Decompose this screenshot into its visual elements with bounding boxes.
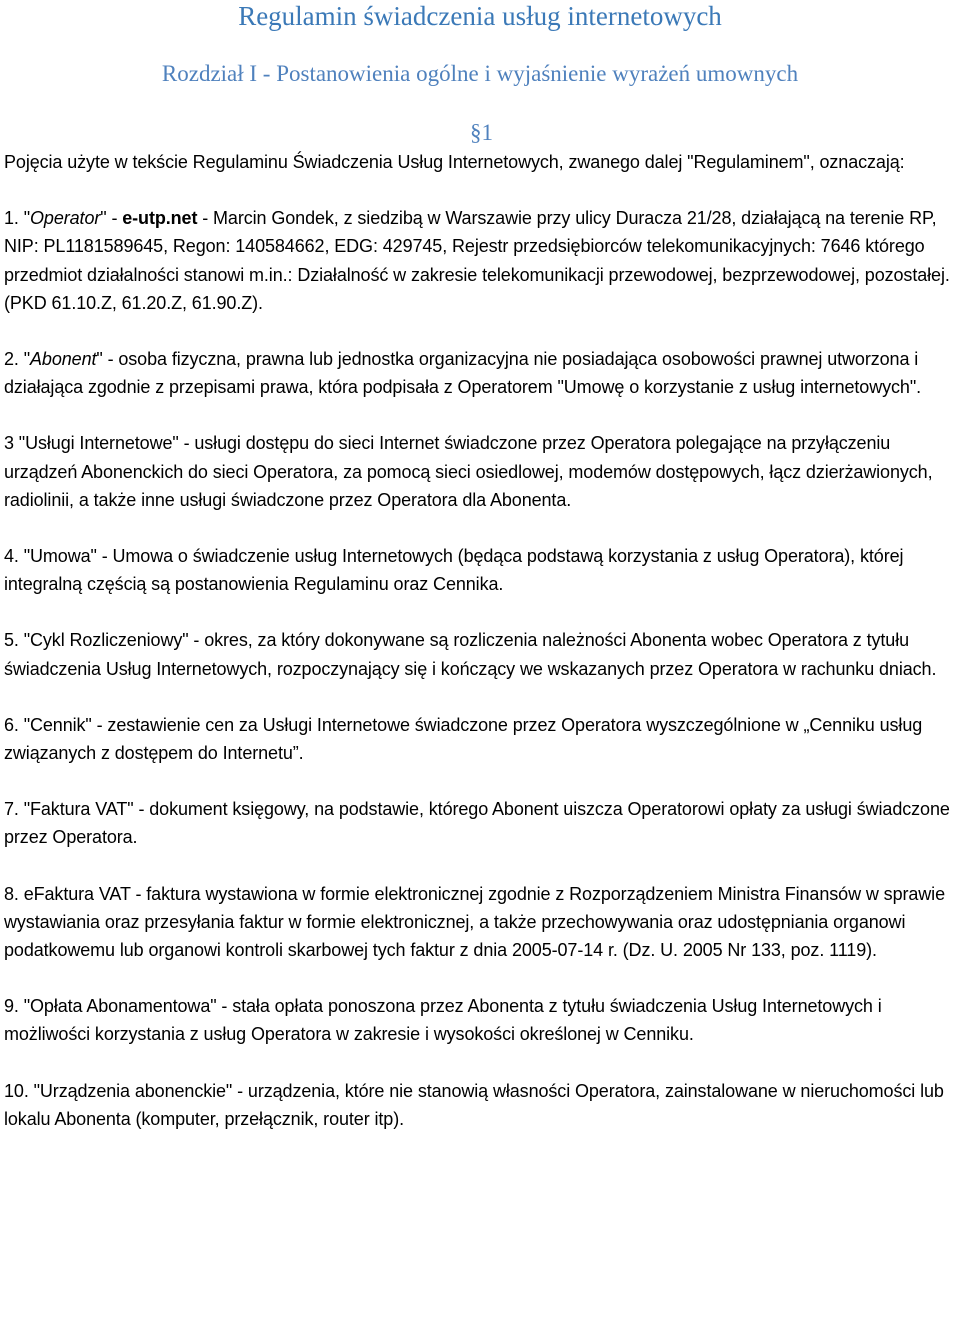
- term-operator: Operator: [30, 208, 101, 229]
- term-abonent: Abonent: [30, 349, 97, 370]
- definition-item-3: 3 "Usługi Internetowe" - usługi dostępu do sieci Internet świadczone przez Operatora polegające na przyłączeniu urządzeń Abonenckich do sieci Operatora, za pomocą sieci osiedlowej, modemów dostępowych, łącz dzierżawionych, radiolinii, a także inne usługi świadczone przez Operatora dla Abonenta.: [4, 433, 933, 510]
- section-mark: §1: [470, 120, 493, 145]
- definition-item-1: 1. "Operator" - e-utp.net - Marcin Gondek, z siedzibą w Warszawie przy ulicy Duracza 21/28, działającą na terenie RP, NIP: PL1181589645, Regon: 140584662, EDG: 429745, Rejestr przedsiębiorców telekomunikacyjnych: 7646 którego przedmiot działalności stanowi m.in.: Działalność w zakresie telekomunikacji przewodowej, bezprzewodowej, pozostałej. (PKD 61.10.Z, 61.20.Z, 61.90.Z).: [4, 208, 950, 313]
- definition-item-6: 6. "Cennik" - zestawienie cen za Usługi Internetowe świadczone przez Operatora wyszczególnione w „Cenniku usług związanych z dostępem do Internetu”.: [4, 714, 923, 764]
- intro-paragraph: Pojęcia użyte w tekście Regulaminu Świadczenia Usług Internetowych, zwanego dalej "Regulaminem", oznaczają:: [4, 152, 905, 172]
- definition-item-8: 8. eFaktura VAT - faktura wystawiona w formie elektronicznej zgodnie z Rozporządzeniem Ministra Finansów w sprawie wystawiania oraz przesyłania faktur w formie elektronicznej, a także przechowywania oraz udostępniania organowi podatkowemu lub organowi kontroli skarbowej tych faktur z dnia 2005-07-14 r. (Dz. U. 2005 Nr 133, poz. 1119).: [4, 883, 945, 961]
- chapter-title: Rozdział I - Postanowienia ogólne i wyjaśnienie wyrażeń umownych: [161, 61, 799, 86]
- operator-brand: e-utp.net: [122, 208, 198, 229]
- definition-item-2: 2. "Abonent" - osoba fizyczna, prawna lub jednostka organizacyjna nie posiadająca osobowości prawnej utworzona i działająca zgodnie z przepisami prawa, która podpisała z Operatorem "Umowę o korzystanie z usług internetowych".: [4, 349, 922, 398]
- definition-item-7: 7. "Faktura VAT" - dokument księgowy, na podstawie, którego Abonent uiszcza Operatorowi opłaty za usługi świadczone przez Operatora.: [4, 799, 950, 848]
- document-body: [4, 148, 956, 1161]
- document-title: Regulamin świadczenia usług internetowych: [238, 1, 722, 31]
- definition-item-10: 10. "Urządzenia abonenckie" - urządzenia, które nie stanowią własności Operatora, zainstalowane w nieruchomości lub lokalu Abonenta (komputer, przełącznik, router itp).: [4, 1080, 944, 1129]
- definition-item-5: 5. "Cykl Rozliczeniowy" - okres, za który dokonywane są rozliczenia należności Abonenta wobec Operatora z tytułu świadczenia Usług Internetowych, rozpoczynający się i kończący we wskazanych przez Operatora w rachunku dniach.: [4, 630, 937, 679]
- definition-item-4: 4. "Umowa" - Umowa o świadczenie usług Internetowych (będąca podstawą korzystania z usług Operatora), której integralną częścią są postanowienia Regulaminu oraz Cennika.: [4, 546, 904, 595]
- definition-item-9: 9. "Opłata Abonamentowa" - stała opłata ponoszona przez Abonenta z tytułu świadczenia Usług Internetowych i możliwości korzystania z usług Operatora w zakresie i wysokości określonej w Cenniku.: [4, 996, 882, 1045]
